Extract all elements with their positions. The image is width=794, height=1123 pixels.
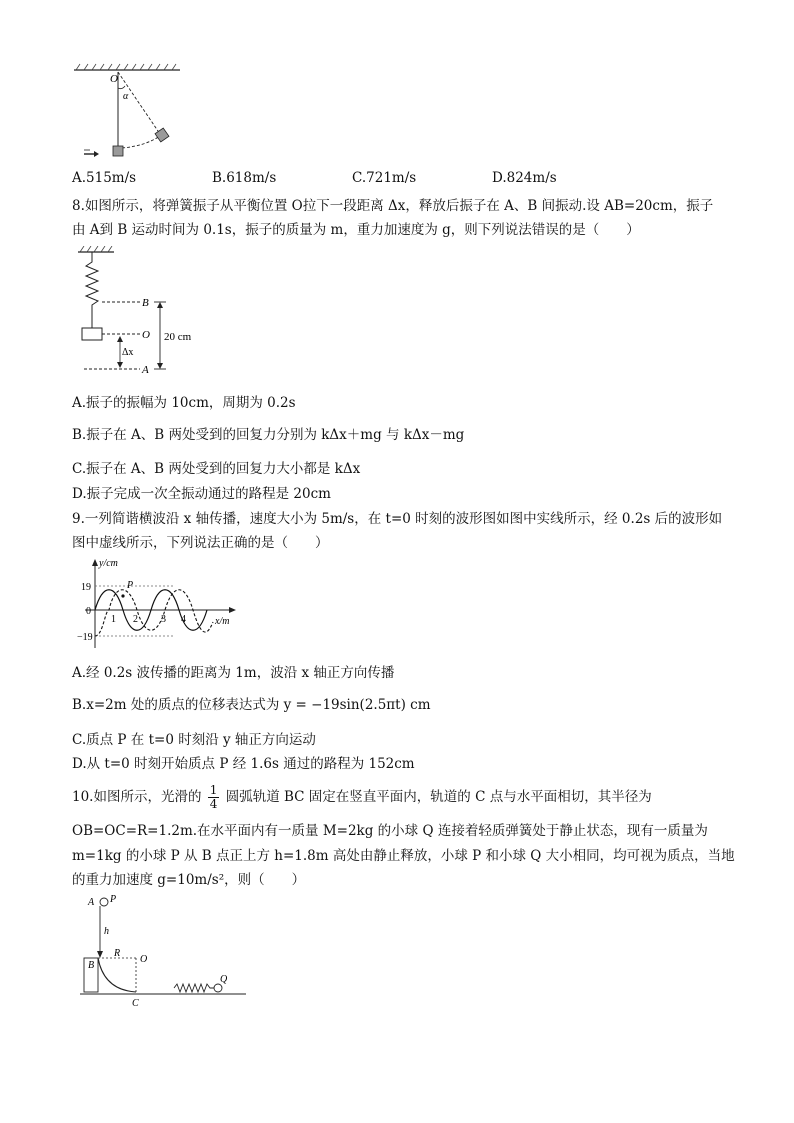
wave-graph-figure — [75, 556, 245, 650]
label-20cm: 20 cm — [164, 331, 192, 343]
label-dx: Δx — [122, 347, 134, 358]
fraction-denominator: 4 — [209, 797, 218, 811]
label-c: C — [132, 998, 139, 1009]
label-p: P — [110, 894, 117, 905]
q10-stem-line1-a: 10.如图所示，光滑的 — [72, 789, 202, 805]
x-axis-label: x/m — [215, 616, 230, 627]
label-b: B — [142, 297, 149, 309]
q10-stem-line3: m=1kg 的小球 P 从 B 点正上方 h=1.8m 高处由静止释放，小球 P 和小球 Q 大小相同，均可视为质点，当地 — [72, 848, 735, 864]
label-o: O — [142, 329, 150, 341]
label-o: O — [140, 954, 148, 965]
fraction-quarter — [208, 784, 220, 811]
label-b: B — [88, 960, 95, 971]
q9-option-d: D.从 t=0 时刻开始质点 P 经 1.6s 通过的路程为 152cm — [72, 756, 415, 772]
label-p: P — [127, 580, 134, 591]
q10-stem-line2: OB=OC=R=1.2m.在水平面内有一质量 M=2kg 的小球 Q 连接着轻质弹簧处于静止状态，现有一质量为 — [72, 823, 708, 839]
q10-stem-line4: 的重力加速度 g=10m/s²，则（ ） — [72, 872, 306, 888]
q8-option-c: C.振子在 A、B 两处受到的回复力大小都是 kΔx — [72, 461, 361, 477]
x-tick-1: 1 — [111, 614, 116, 625]
q9-option-b: B.x=2m 处的质点的位移表达式为 y = −19sin(2.5πt) cm — [72, 697, 431, 713]
spring-oscillator-figure — [72, 246, 202, 376]
y-tick-0: 0 — [86, 606, 91, 617]
q7-option-b: B.618m/s — [212, 170, 277, 186]
pendulum-figure — [70, 62, 185, 164]
q10-stem-line1-b: 圆弧轨道 BC 固定在竖直平面内，轨道的 C 点与水平面相切，其半径为 — [225, 789, 652, 805]
q7-option-a: A.515m/s — [72, 170, 137, 186]
arc-track-figure — [76, 892, 251, 1012]
label-r: R — [114, 948, 121, 959]
label-alpha: α — [123, 91, 129, 102]
q9-stem-line1: 9.一列简谐横波沿 x 轴传播，速度大小为 5m/s，在 t=0 时刻的波形图如图中实线所示，经 0.2s 后的波形如 — [72, 511, 723, 527]
q9-option-c: C.质点 P 在 t=0 时刻沿 y 轴正方向运动 — [72, 732, 316, 748]
y-tick-19: 19 — [81, 582, 91, 593]
label-a: A — [88, 897, 95, 908]
label-a: A — [142, 364, 149, 376]
q8-stem-line1: 8.如图所示，将弹簧振子从平衡位置 O拉下一段距离 Δx，释放后振子在 A、B 间振动.设 AB=20cm，振子 — [72, 198, 714, 214]
x-tick-2: 2 — [133, 614, 138, 625]
fraction-numerator: 1 — [209, 783, 218, 797]
y-tick-neg19: −19 — [77, 632, 93, 643]
x-tick-4: 4 — [181, 614, 186, 625]
q9-option-a: A.经 0.2s 波传播的距离为 1m，波沿 x 轴正方向传播 — [72, 665, 395, 681]
x-tick-3: 3 — [161, 614, 166, 625]
y-axis-label: y/cm — [99, 558, 118, 569]
q7-option-d: D.824m/s — [492, 170, 557, 186]
q8-option-a: A.振子的振幅为 10cm，周期为 0.2s — [72, 395, 296, 411]
label-o: O — [110, 73, 118, 85]
q8-stem-line2: 由 A到 B 运动时间为 0.1s，振子的质量为 m，重力加速度为 g，则下列说法错误的是（ ） — [72, 222, 640, 238]
label-q: Q — [220, 974, 228, 985]
q7-option-c: C.721m/s — [352, 170, 417, 186]
q10-stem-line1 — [72, 784, 652, 811]
q8-option-b: B.振子在 A、B 两处受到的回复力分别为 kΔx＋mg 与 kΔx－mg — [72, 427, 465, 443]
q8-option-d: D.振子完成一次全振动通过的路程是 20cm — [72, 486, 331, 502]
label-h: h — [104, 926, 109, 937]
q9-stem-line2: 图中虚线所示，下列说法正确的是（ ） — [72, 535, 329, 551]
